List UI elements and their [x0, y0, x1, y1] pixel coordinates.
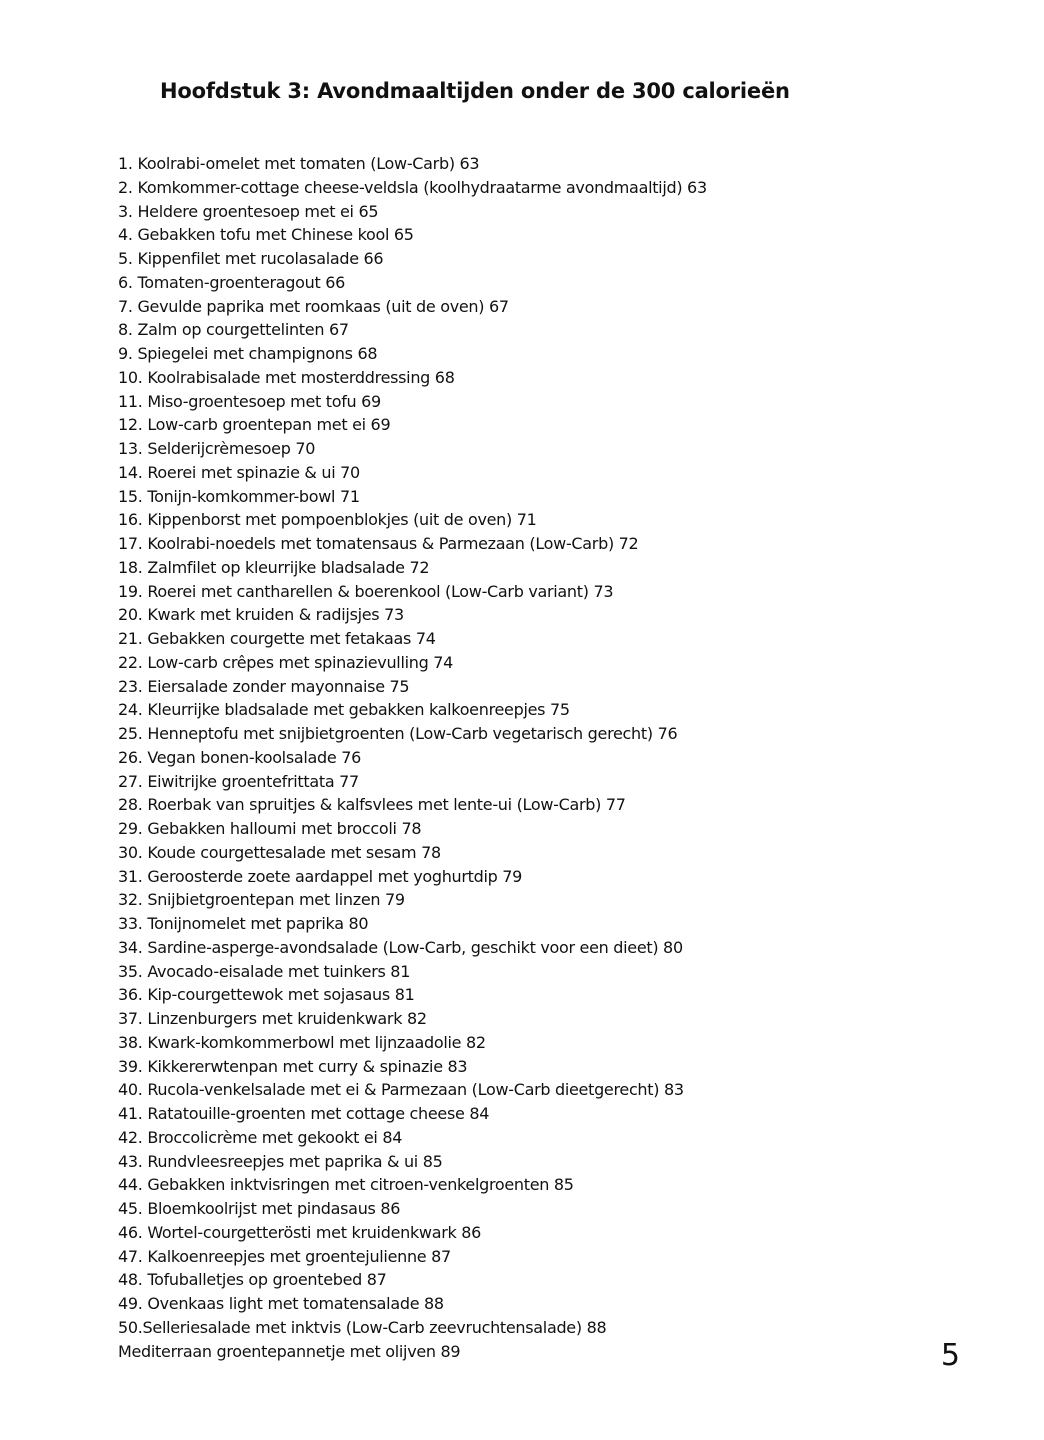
toc-entry: 31. Geroosterde zoete aardappel met yoghurtdip 79: [118, 866, 523, 886]
toc-entry: 10. Koolrabisalade met mosterddressing 68: [118, 367, 455, 387]
table-of-contents: [118, 152, 707, 1363]
toc-entry: 8. Zalm op courgettelinten 67: [118, 320, 349, 340]
toc-entry: 39. Kikkererwtenpan met curry & spinazie 83: [118, 1056, 468, 1076]
toc-entry: 36. Kip-courgettewok met sojasaus 81: [118, 985, 415, 1005]
toc-entry: 5. Kippenfilet met rucolasalade 66: [118, 249, 384, 268]
toc-entry: 43. Rundvleesreepjes met paprika & ui 85: [118, 1151, 443, 1171]
toc-entry: 9. Spiegelei met champignons 68: [118, 344, 378, 363]
toc-entry: 28. Roerbak van spruitjes & kalfsvlees met lente-ui (Low-Carb) 77: [118, 795, 626, 815]
toc-entry: 17. Koolrabi-noedels met tomatensaus & Parmezaan (Low-Carb) 72: [118, 534, 639, 553]
toc-entry: 46. Wortel-courgetterösti met kruidenkwark 86: [118, 1222, 481, 1242]
toc-entry: 6. Tomaten-groenteragout 66: [118, 272, 345, 292]
toc-entry: 26. Vegan bonen-koolsalade 76: [118, 747, 361, 767]
toc-entry: 22. Low-carb crêpes met spinazievulling 74: [118, 652, 453, 672]
toc-entry: 35. Avocado-eisalade met tuinkers 81: [118, 961, 411, 981]
toc-entry: 11. Miso-groentesoep met tofu 69: [118, 391, 381, 411]
toc-entry: Mediterraan groentepannetje met olijven 89: [118, 1341, 461, 1361]
page-number: 5: [940, 1338, 960, 1373]
toc-entry: 12. Low-carb groentepan met ei 69: [118, 415, 391, 435]
toc-entry: 50.Selleriesalade met inktvis (Low-Carb zeevruchtensalade) 88: [118, 1317, 607, 1337]
toc-entry: 3. Heldere groentesoep met ei 65: [118, 201, 379, 221]
toc-entry: 1. Koolrabi-omelet met tomaten (Low-Carb) 63: [118, 154, 480, 173]
toc-entry: 16. Kippenborst met pompoenblokjes (uit de oven) 71: [118, 510, 537, 530]
toc-entry: 42. Broccolicrème met gekookt ei 84: [118, 1127, 403, 1147]
toc-entry: 38. Kwark-komkommerbowl met lijnzaadolie 82: [118, 1032, 486, 1052]
toc-entry: 23. Eiersalade zonder mayonnaise 75: [118, 676, 410, 696]
toc-entry: 2. Komkommer-cottage cheese-veldsla (koolhydraatarme avondmaaltijd) 63: [118, 177, 707, 197]
toc-entry: 24. Kleurrijke bladsalade met gebakken kalkoenreepjes 75: [118, 700, 570, 720]
toc-entry: 34. Sardine-asperge-avondsalade (Low-Carb, geschikt voor een dieet) 80: [118, 937, 683, 957]
toc-entry: 14. Roerei met spinazie & ui 70: [118, 462, 360, 482]
toc-entry: 30. Koude courgettesalade met sesam 78: [118, 842, 441, 862]
toc-entry: 7. Gevulde paprika met roomkaas (uit de oven) 67: [118, 296, 509, 316]
toc-entry: 40. Rucola-venkelsalade met ei & Parmezaan (Low-Carb dieetgerecht) 83: [118, 1080, 684, 1100]
toc-entry: 19. Roerei met cantharellen & boerenkool (Low-Carb variant) 73: [118, 581, 614, 601]
toc-entry: 41. Ratatouille-groenten met cottage cheese 84: [118, 1104, 490, 1123]
toc-entry: 13. Selderijcrèmesoep 70: [118, 439, 316, 458]
toc-entry: 32. Snijbietgroentepan met linzen 79: [118, 890, 405, 910]
toc-entry: 25. Henneptofu met snijbietgroenten (Low-Carb vegetarisch gerecht) 76: [118, 724, 678, 743]
toc-entry: 27. Eiwitrijke groentefrittata 77: [118, 771, 359, 791]
toc-entry: 44. Gebakken inktvisringen met citroen-venkelgroenten 85: [118, 1175, 574, 1195]
toc-entry: 18. Zalmfilet op kleurrijke bladsalade 72: [118, 557, 430, 577]
toc-entry: 29. Gebakken halloumi met broccoli 78: [118, 819, 422, 838]
toc-entry: 37. Linzenburgers met kruidenkwark 82: [118, 1009, 427, 1028]
toc-entry: 20. Kwark met kruiden & radijsjes 73: [118, 605, 404, 625]
chapter-title: Hoofdstuk 3: Avondmaaltijden onder de 300 calorieën: [160, 79, 790, 103]
toc-entry: 15. Tonijn-komkommer-bowl 71: [118, 486, 360, 506]
toc-entry: 48. Tofuballetjes op groentebed 87: [118, 1270, 387, 1290]
toc-entry: 47. Kalkoenreepjes met groentejulienne 87: [118, 1246, 451, 1266]
toc-entry: 45. Bloemkoolrijst met pindasaus 86: [118, 1199, 401, 1218]
toc-entry: 33. Tonijnomelet met paprika 80: [118, 914, 369, 933]
toc-entry: 21. Gebakken courgette met fetakaas 74: [118, 629, 436, 648]
toc-entry: 49. Ovenkaas light met tomatensalade 88: [118, 1294, 444, 1313]
toc-entry: 4. Gebakken tofu met Chinese kool 65: [118, 225, 414, 245]
